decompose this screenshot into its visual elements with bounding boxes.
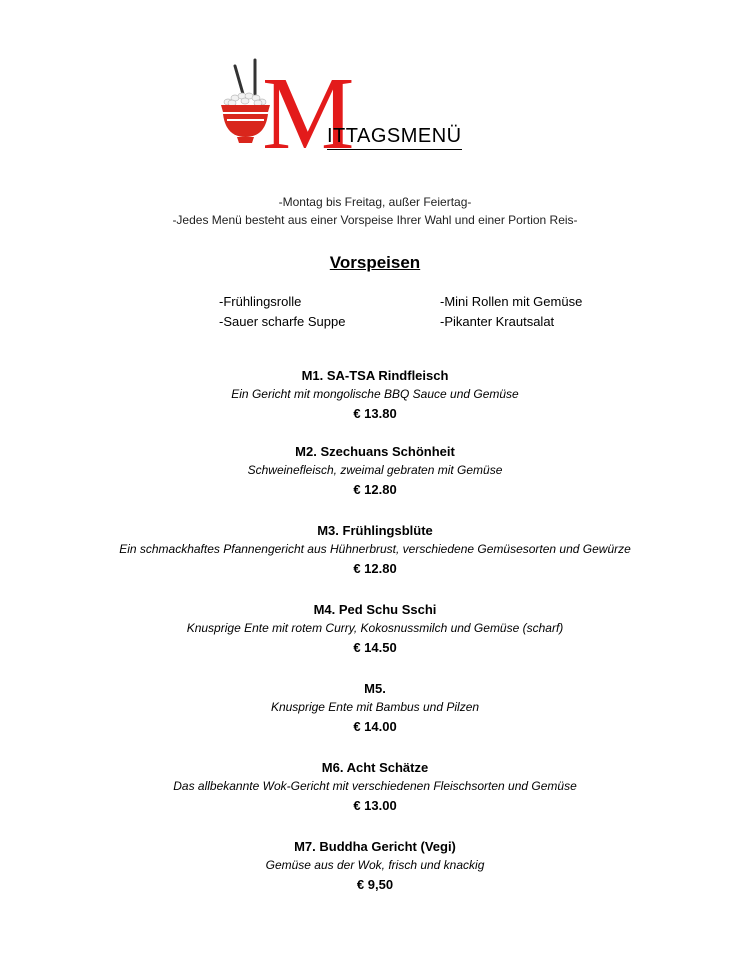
dish-price: € 14.00 xyxy=(353,719,397,734)
dish-description: Knusprige Ente mit rotem Curry, Kokosnussmilch und Gemüse (scharf) xyxy=(186,621,564,635)
dish-price: € 13.00 xyxy=(353,798,397,813)
dish-price: € 14.50 xyxy=(353,640,397,655)
page-title: ITTAGSMENÜ xyxy=(327,124,462,150)
dish-price: € 13.80 xyxy=(353,406,397,421)
dish-description: Schweinefleisch, zweimal gebraten mit Gemüse xyxy=(247,463,503,477)
menu-item-m1 xyxy=(0,366,750,423)
menu-item-m3 xyxy=(0,521,750,578)
title-initial: M xyxy=(262,56,353,171)
subtitle-menu-info: -Jedes Menü besteht aus einer Vorspeise Ihrer Wahl und einer Portion Reis- xyxy=(172,213,578,227)
menu-item-m6 xyxy=(0,758,750,815)
dish-price: € 9,50 xyxy=(356,877,394,892)
dish-description: Gemüse aus der Wok, frisch und knackig xyxy=(265,858,485,872)
starter-item: -Mini Rollen mit Gemüse xyxy=(440,294,583,309)
menu-item-m7 xyxy=(0,837,750,894)
dish-name: M2. Szechuans Schönheit xyxy=(295,444,455,459)
dish-name: M4. Ped Schu Sschi xyxy=(313,602,437,617)
starters-list xyxy=(0,292,750,336)
menu-item-m4 xyxy=(0,600,750,657)
dish-name: M7. Buddha Gericht (Vegi) xyxy=(294,839,456,854)
menu-item-m5 xyxy=(0,679,750,736)
dish-price: € 12.80 xyxy=(353,561,397,576)
dish-description: Das allbekannte Wok-Gericht mit verschiedenen Fleischsorten und Gemüse xyxy=(173,779,577,793)
dish-description: Ein Gericht mit mongolische BBQ Sauce und Gemüse xyxy=(231,387,519,401)
subtitle-days: -Montag bis Freitag, außer Feiertag- xyxy=(278,195,472,209)
dish-name: M6. Acht Schätze xyxy=(321,760,429,775)
starters-heading: Vorspeisen xyxy=(329,253,421,272)
starter-item: -Frühlingsrolle xyxy=(219,294,302,309)
dish-name: M3. Frühlingsblüte xyxy=(317,523,433,538)
dish-name: M1. SA-TSA Rindfleisch xyxy=(301,368,449,383)
dish-price: € 12.80 xyxy=(353,482,397,497)
dish-name: M5. xyxy=(364,681,386,696)
starter-item: -Sauer scharfe Suppe xyxy=(219,314,346,329)
starter-item: -Pikanter Krautsalat xyxy=(440,314,555,329)
dish-description: Ein schmackhaftes Pfannengericht aus Hühnerbrust, verschiedene Gemüsesorten und Gewürze xyxy=(119,542,631,556)
menu-item-m2 xyxy=(0,442,750,499)
dish-description: Knusprige Ente mit Bambus und Pilzen xyxy=(270,700,480,714)
